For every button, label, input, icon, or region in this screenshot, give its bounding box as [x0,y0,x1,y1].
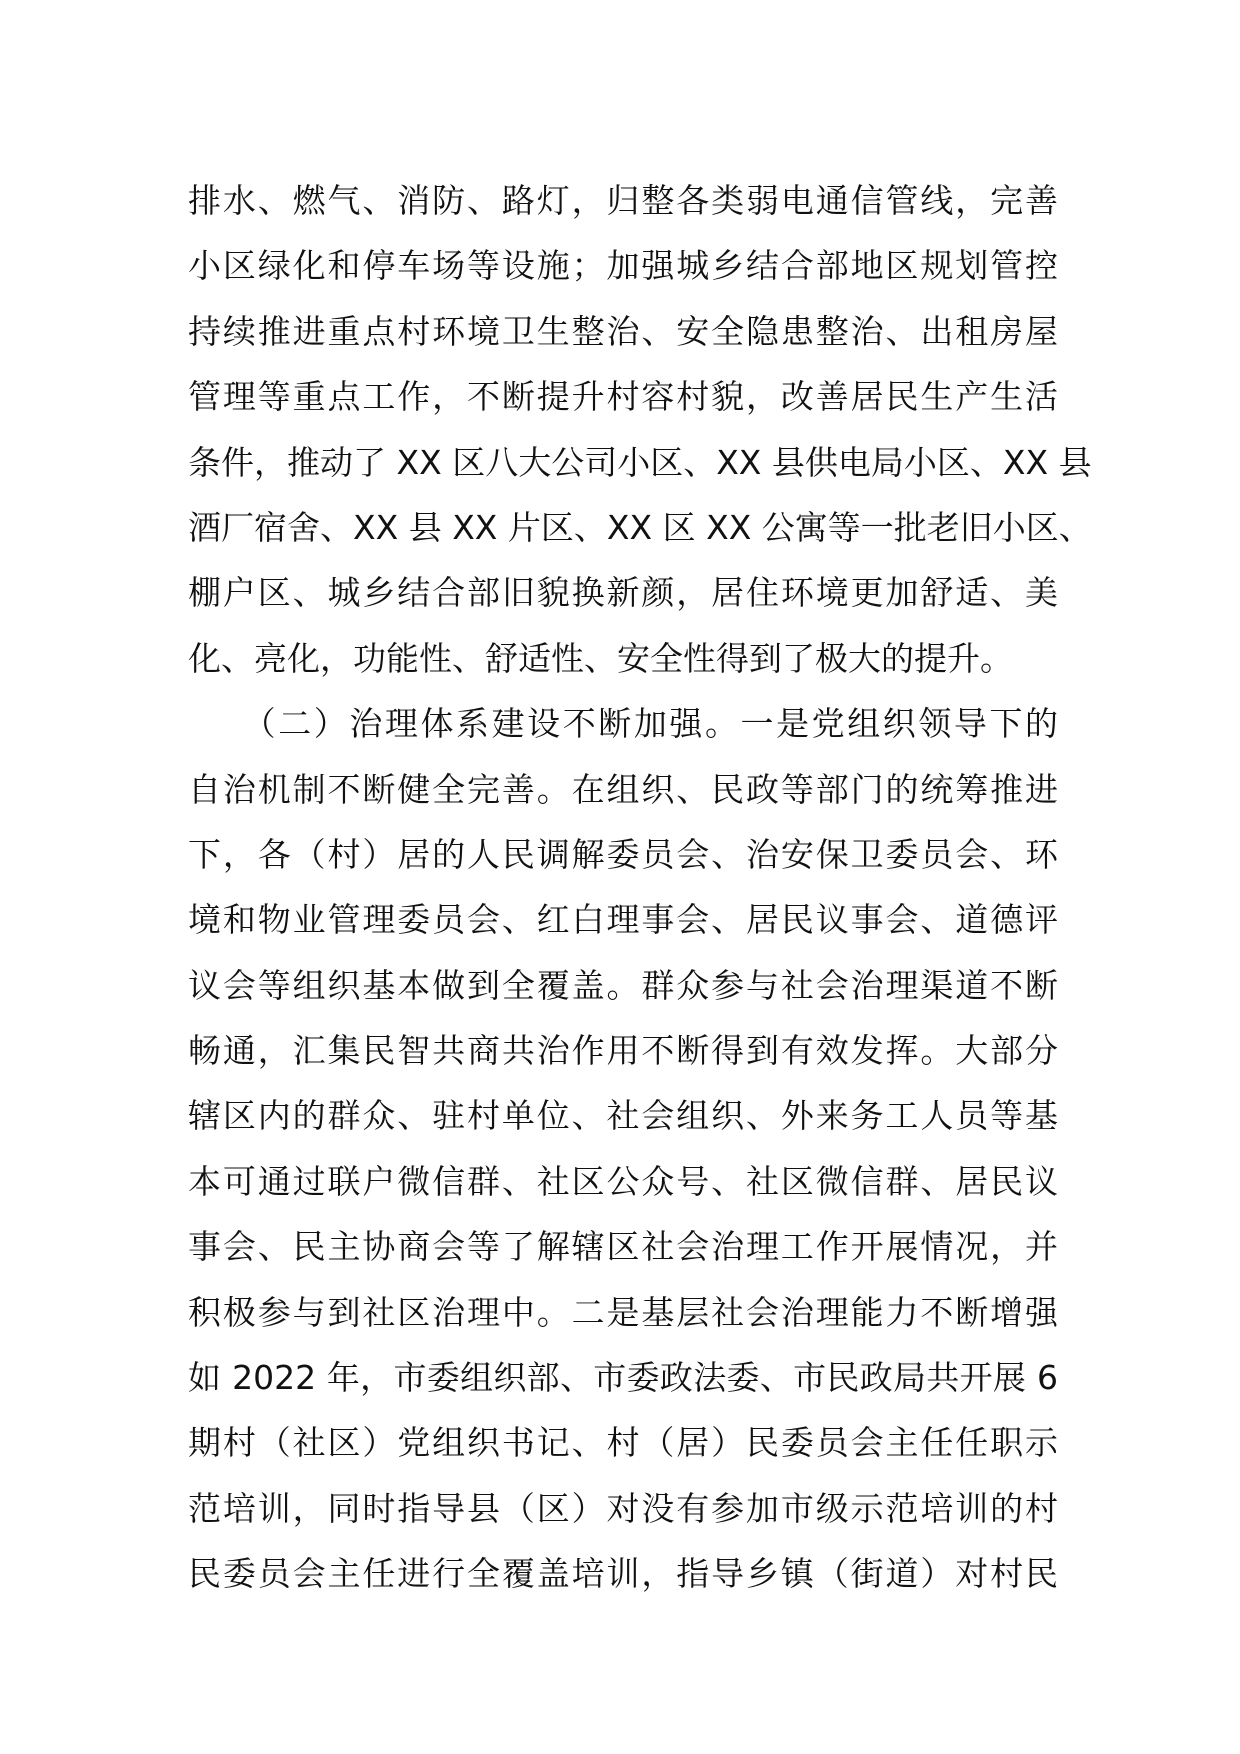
text-line: 棚户区、城乡结合部旧貌换新颜，居住环境更加舒适、美 [188,573,1058,613]
text-line: 议会等组织基本做到全覆盖。群众参与社会治理渠道不断 [188,965,1058,1005]
text-line: 事会、民主协商会等了解辖区社会治理工作开展情况，并 [188,1227,1058,1267]
text-line: 如 2022 年，市委组织部、市委政法委、市民政局共开展 6 [188,1358,1058,1398]
text-line: 酒厂宿舍、XX 县 XX 片区、XX 区 XX 公寓等一批老旧小区、 [188,507,1092,547]
text-line: 畅通，汇集民智共商共治作用不断得到有效发挥。大部分 [188,1031,1058,1071]
text-line: 民委员会主任进行全覆盖培训，指导乡镇（街道）对村民 [188,1554,1058,1594]
text-line: 条件，推动了 XX 区八大公司小区、XX 县供电局小区、XX 县 [188,442,1092,482]
body-text [188,168,1092,1607]
text-line: 期村（社区）党组织书记、村（居）民委员会主任任职示 [188,1423,1058,1463]
text-line: 化、亮化，功能性、舒适性、安全性得到了极大的提升。 [188,638,1013,678]
text-line: 自治机制不断健全完善。在组织、民政等部门的统筹推进 [188,769,1058,809]
text-line: 下，各（村）居的人民调解委员会、治安保卫委员会、环 [188,834,1058,874]
text-line: 积极参与到社区治理中。二是基层社会治理能力不断增强 [188,1292,1058,1332]
text-line: 小区绿化和停车场等设施；加强城乡结合部地区规划管控 [188,246,1058,286]
text-line: 境和物业管理委员会、红白理事会、居民议事会、道德评 [188,900,1058,940]
text-line: 管理等重点工作，不断提升村容村貌，改善居民生产生活 [188,377,1058,417]
text-line: 本可通过联户微信群、社区公众号、社区微信群、居民议 [188,1161,1058,1201]
text-line: 辖区内的群众、驻村单位、社会组织、外来务工人员等基 [188,1096,1058,1136]
text-line: 排水、燃气、消防、路灯，归整各类弱电通信管线，完善 [188,181,1058,220]
text-line: 持续推进重点村环境卫生整治、安全隐患整治、出租房屋 [188,311,1058,351]
text-line: 范培训，同时指导县（区）对没有参加市级示范培训的村 [188,1488,1058,1528]
text-line: （二）治理体系建设不断加强。一是党组织领导下的 [188,704,1058,744]
